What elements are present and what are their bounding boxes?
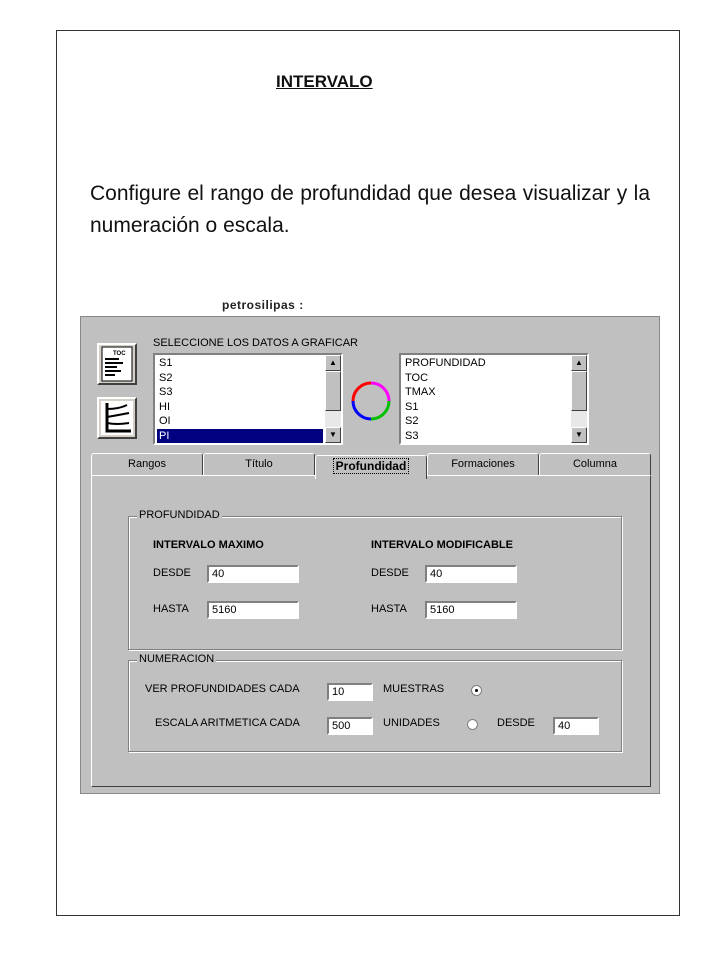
muestras-radio[interactable] [471, 685, 482, 696]
tab-titulo[interactable] [203, 453, 315, 475]
max-desde-field[interactable]: 40 [207, 565, 299, 583]
right-list-scrollbar[interactable] [571, 355, 587, 443]
tab-formaciones[interactable] [427, 453, 539, 475]
unidades-radio[interactable] [467, 719, 478, 730]
numeracion-group [128, 653, 622, 752]
toc-report-icon[interactable] [97, 343, 137, 385]
toc-icon-text: TOC [113, 351, 126, 357]
left-list-scrollbar[interactable] [325, 355, 341, 443]
tab-profundidad[interactable] [315, 455, 427, 479]
scroll-thumb[interactable] [571, 371, 587, 411]
ver-profundidades-label: VER PROFUNDIDADES CADA [145, 683, 300, 695]
list-item[interactable]: S2 [159, 371, 173, 384]
mod-hasta-label: HASTA [371, 603, 407, 615]
list-item[interactable]: S3 [405, 429, 419, 442]
ver-profundidades-field[interactable]: 10 [327, 683, 373, 701]
document-heading: INTERVALO [276, 72, 373, 91]
selected-data-list[interactable] [399, 353, 589, 445]
cutoff-text: petrosilipas : [222, 298, 304, 312]
unidades-label: UNIDADES [383, 717, 440, 729]
list-item[interactable]: PI [157, 429, 323, 444]
list-item[interactable]: PROFUNDIDAD [405, 357, 486, 369]
document-instructions: Configure el rango de profundidad que desea visualizar y la numeración o escala. [90, 182, 650, 237]
group-title: PROFUNDIDAD [139, 509, 220, 521]
escala-desde-label: DESDE [497, 717, 535, 729]
escala-aritmetica-label: ESCALA ARITMETICA CADA [155, 717, 300, 729]
list-item[interactable]: TMAX [405, 386, 436, 398]
list-item[interactable]: S1 [159, 357, 173, 369]
list-item[interactable]: TOC [405, 371, 429, 384]
scroll-down-button[interactable]: ▼ [325, 427, 341, 443]
tab-label: Formaciones [451, 458, 515, 470]
scroll-thumb[interactable] [325, 371, 341, 411]
group-title: NUMERACION [139, 653, 215, 665]
tab-columna[interactable] [539, 453, 651, 475]
tab-label: Columna [572, 458, 618, 470]
tab-label: Rangos [128, 458, 166, 470]
tab-rangos[interactable] [91, 453, 203, 475]
settings-dialog [80, 316, 660, 794]
max-desde-label: DESDE [153, 567, 191, 579]
mod-interval-header: INTERVALO MODIFICABLE [371, 539, 513, 551]
list-item[interactable]: HI [159, 400, 170, 413]
list-item[interactable]: S2 [405, 415, 419, 427]
scroll-up-button[interactable]: ▲ [571, 355, 587, 371]
tab-label: Título [245, 458, 273, 470]
profundidad-group [128, 509, 622, 650]
graph-curves-icon[interactable] [97, 397, 137, 439]
scroll-up-button[interactable]: ▲ [325, 355, 341, 371]
select-data-label: SELECCIONE LOS DATOS A GRAFICAR [153, 337, 358, 349]
list-item[interactable]: S1 [405, 400, 419, 413]
muestras-label: MUESTRAS [383, 683, 445, 695]
mod-hasta-field[interactable]: 5160 [425, 601, 517, 619]
list-item[interactable]: OI [159, 415, 171, 427]
max-interval-header: INTERVALO MAXIMO [153, 539, 264, 551]
escala-aritmetica-field[interactable]: 500 [327, 717, 373, 735]
profundidad-tab-panel [91, 475, 651, 787]
max-hasta-field[interactable]: 5160 [207, 601, 299, 619]
list-item[interactable]: S3 [159, 386, 173, 398]
swap-arrows-icon[interactable] [347, 377, 395, 425]
mod-desde-label: DESDE [371, 567, 409, 579]
tab-label: Profundidad [333, 458, 410, 474]
escala-desde-field[interactable]: 40 [553, 717, 599, 735]
scroll-down-button[interactable]: ▼ [571, 427, 587, 443]
max-hasta-label: HASTA [153, 603, 189, 615]
available-data-list[interactable] [153, 353, 343, 445]
mod-desde-field[interactable]: 40 [425, 565, 517, 583]
